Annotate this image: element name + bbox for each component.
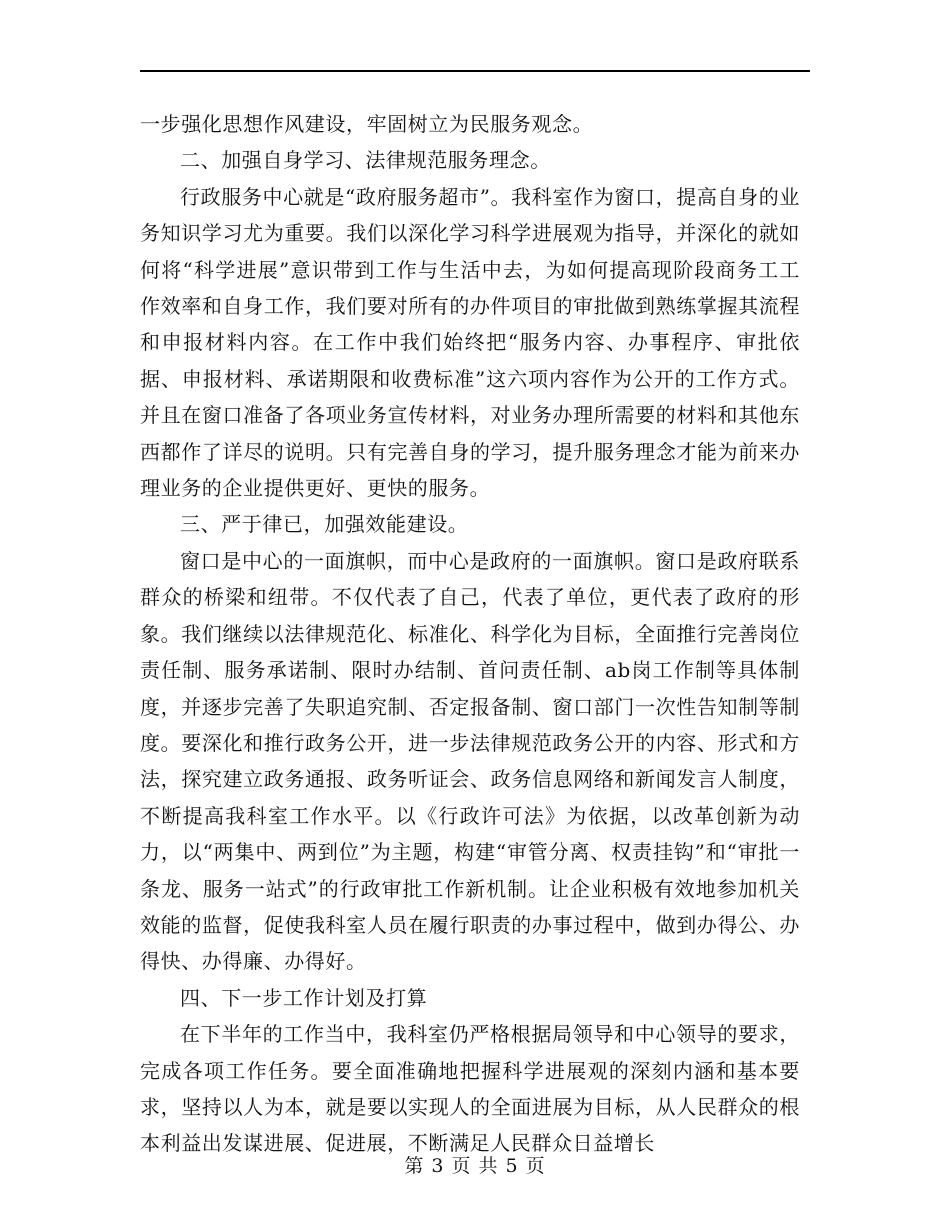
page-footer [0, 1151, 950, 1178]
paragraph-2: 行政服务中心就是“政府服务超市”。我科室作为窗口，提高自身的业务知识学习尤为重要。我们以深化学习科学进展观为指导，并深化的就如何将“科学进展”意识带到工作与生活中去，为如何提高现阶段商务工工作效率和自身工作，我们要对所有的办件项目的审批做到熟练掌握其流程和申报材料内容。在工作中我们始终把“服务内容、办事程序、审批依据、申报材料、承诺期限和收费标准”这六项内容作为公开的工作方式。并且在窗口准备了各项业务宣传材料，对业务办理所需要的材料和其他东西都作了详尽的说明。只有完善自身的学习，提升服务理念才能为前来办理业务的企业提供更好、更快的服务。 [140, 184, 800, 501]
paragraph-4: 在下半年的工作当中，我科室仍严格根据局领导和中心领导的要求，完成各项工作任务。要全面准确地把握科学进展观的深刻内涵和基本要求，坚持以人为本，就是要以实现人的全面进展为目标，从人民群众的根本利益出发谋进展、促进展，不断满足人民群众日益增长 [140, 1022, 800, 1156]
section-heading-2: 二、加强自身学习、法律规范服务理念。 [180, 148, 551, 173]
header-rule [140, 70, 810, 72]
paragraph-1: 一步强化思想作风建设，牢固树立为民服务观念。 [140, 112, 594, 136]
section-heading-3: 三、严于律已，加强效能建设。 [180, 512, 469, 537]
page-number-label: 第 3 页 共 5 页 [404, 1155, 546, 1177]
section-heading-4: 四、下一步工作计划及打算 [180, 985, 428, 1010]
document-body [140, 106, 800, 1162]
paragraph-3: 窗口是中心的一面旗帜，而中心是政府的一面旗帜。窗口是政府联系群众的桥梁和纽带。不仅代表了自己，代表了单位，更代表了政府的形象。我们继续以法律规范化、标准化、科学化为目标，全面推行完善岗位责任制、服务承诺制、限时办结制、首问责任制、ab岗工作制等具体制度，并逐步完善了失职追究制、否定报备制、窗口部门一次性告知制等制度。要深化和推行政务公开，进一步法律规范政务公开的内容、形式和方法，探究建立政务通报、政务听证会、政务信息网络和新闻发言人制度，不断提高我科室工作水平。以《行政许可法》为依据，以改革创新为动力，以“两集中、两到位”为主题，构建“审管分离、权责挂钩”和“审批一条龙、服务一站式”的行政审批工作新机制。让企业积极有效地参加机关效能的监督，促使我科室人员在履行职责的办事过程中，做到办得公、办得快、办得廉、办得好。 [140, 548, 800, 974]
